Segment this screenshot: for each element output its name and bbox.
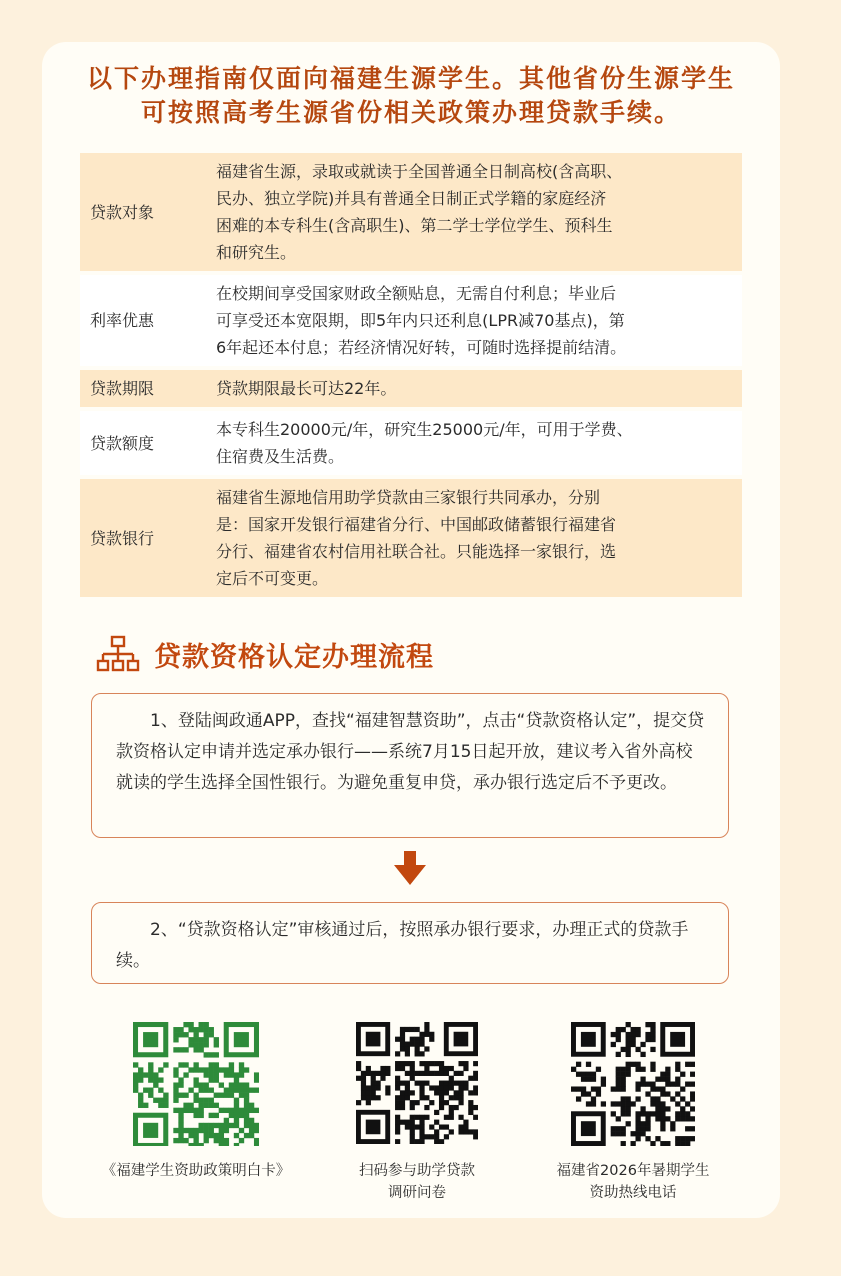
row-label: 贷款银行 — [80, 479, 208, 597]
row-label: 贷款对象 — [80, 153, 208, 271]
table-row — [80, 153, 742, 271]
step-text: 2、“贷款资格认定”审核通过后，按照承办银行要求，办理正式的贷款手续。 — [116, 920, 689, 971]
caption-line: 调研问卷 — [388, 1185, 446, 1201]
text-line: 困难的本专科生(含高职生)、第二学士学位学生、预科生 — [216, 216, 613, 235]
table-row — [80, 479, 742, 597]
section-heading: 贷款资格认定办理流程 — [154, 635, 434, 674]
qr-caption — [80, 1160, 312, 1182]
flowchart-icon — [96, 634, 140, 674]
qr-caption — [524, 1160, 742, 1204]
loan-info-table — [80, 153, 742, 597]
row-label: 贷款额度 — [80, 411, 208, 475]
qr-code-policy-card[interactable] — [133, 1022, 259, 1146]
text-line: 定后不可变更。 — [216, 569, 329, 588]
arrow-down-icon — [394, 851, 426, 885]
text-line: 贷款期限最长可达22年。 — [216, 379, 397, 398]
table-row — [80, 411, 742, 475]
qr-code-survey[interactable] — [356, 1022, 478, 1144]
process-step-2 — [91, 902, 729, 984]
step-text: 1、登陆闽政通APP，查找“福建智慧资助”，点击“贷款资格认定”，提交贷款资格认定申请并选定承办银行——系统7月15日起开放，建议考入省外高校就读的学生选择全国性银行。为避免重复申贷，承办银行选定后不予更改。 — [116, 711, 705, 793]
row-text — [208, 479, 742, 597]
caption-line: 福建省2026年暑期学生 — [556, 1163, 710, 1179]
process-section-title — [96, 632, 434, 676]
text-line: 民办、独立学院)并具有普通全日制正式学籍的家庭经济 — [216, 189, 607, 208]
row-text — [208, 370, 742, 407]
row-label: 贷款期限 — [80, 370, 208, 407]
text-line: 分行、福建省农村信用社联合社。只能选择一家银行，选 — [216, 542, 617, 561]
text-line: 可享受还本宽限期，即5年内只还利息(LPR减70基点)，第 — [216, 311, 625, 330]
text-line: 福建省生源，录取或就读于全国普通全日制高校(含高职、 — [216, 162, 623, 181]
caption-line: 《福建学生资助政策明白卡》 — [101, 1163, 291, 1179]
notice-line-2: 可按照高考生源省份相关政策办理贷款手续。 — [140, 98, 681, 127]
row-text — [208, 275, 742, 366]
row-text — [208, 411, 742, 475]
caption-line: 资助热线电话 — [589, 1185, 677, 1201]
notice-line-1: 以下办理指南仅面向福建生源学生。其他省份生源学生 — [86, 64, 735, 93]
qr-code-hotline[interactable] — [571, 1022, 695, 1146]
table-row — [80, 370, 742, 407]
row-label: 利率优惠 — [80, 275, 208, 366]
qr-caption — [318, 1160, 516, 1204]
caption-line: 扫码参与助学贷款 — [359, 1163, 475, 1179]
text-line: 在校期间享受国家财政全额贴息，无需自付利息；毕业后 — [216, 284, 617, 303]
process-step-1 — [91, 693, 729, 838]
text-line: 福建省生源地信用助学贷款由三家银行共同承办，分别 — [216, 488, 601, 507]
table-row — [80, 275, 742, 366]
text-line: 和研究生。 — [216, 243, 297, 262]
row-text — [208, 153, 742, 271]
notice-heading — [42, 62, 780, 130]
text-line: 6年起还本付息；若经济情况好转，可随时选择提前结清。 — [216, 338, 627, 357]
text-line: 住宿费及生活费。 — [216, 447, 345, 466]
text-line: 是：国家开发银行福建省分行、中国邮政储蓄银行福建省 — [216, 515, 617, 534]
text-line: 本专科生20000元/年，研究生25000元/年，可用于学费、 — [216, 420, 633, 439]
